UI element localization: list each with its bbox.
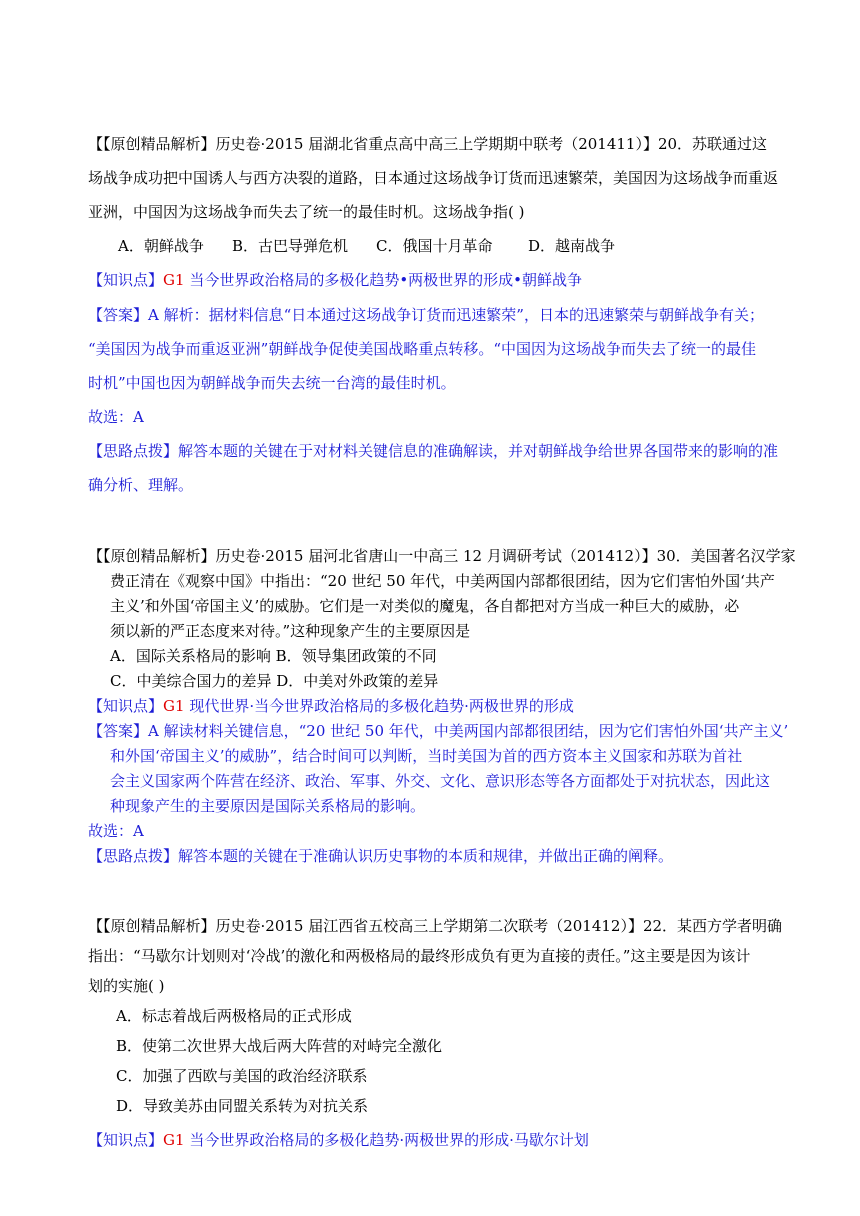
answer-text: A 解析：据材料信息“日本通过这场战争订货而迅速繁荣”，日本的迅速繁荣与朝鲜战争有关； xyxy=(148,306,764,324)
question-2-answer-line-2: 和外国‘帝国主义’的威胁”，结合时间可以判断，当时美国为首的西方资本主义国家和苏联为首社 xyxy=(110,747,743,765)
question-2-line-3: 主义’和外国‘帝国主义’的威胁。它们是一对类似的魔鬼，各自都把对方当成一种巨大的威胁，必 xyxy=(110,597,740,615)
knowledge-text: 当今世界政治格局的多极化趋势•两极世界的形成•朝鲜战争 xyxy=(184,271,583,289)
knowledge-code: G1 xyxy=(163,697,185,715)
knowledge-tag: 【知识点】 xyxy=(88,271,164,289)
question-2-line-2: 费正清在《观察中国》中指出：“20 世纪 50 年代，中美两国内部都很团结，因为它们害怕外国‘共产 xyxy=(110,572,775,590)
answer-text: A 解读材料关键信息，“20 世纪 50 年代，中美两国内部都很团结，因为它们害怕外国‘共产主义’ xyxy=(148,722,789,740)
knowledge-tag: 【知识点】 xyxy=(88,1131,164,1149)
question-1-answer-line-1 xyxy=(88,305,764,325)
question-2-answer-line-1 xyxy=(88,721,788,741)
answer-tag: 【答案】 xyxy=(88,722,149,740)
knowledge-code: G1 xyxy=(163,1131,185,1149)
question-1-line-2: 场战争成功把中国诱人与西方决裂的道路，日本通过这场战争订货而迅速繁荣，美国因为这场战争而重返 xyxy=(88,169,779,187)
question-1-tip-line-2: 确分析、理解。 xyxy=(88,476,194,494)
question-1-answer-line-2: “美国因为战争而重返亚洲”朝鲜战争促使美国战略重点转移。“中国因为这场战争而失去了统一的最佳 xyxy=(88,340,757,358)
question-1-line-1: 【【原创精品解析】历史卷·2015 届湖北省重点高中高三上学期期中联考（201411）】20．苏联通过这 xyxy=(88,135,768,153)
question-1-option-d: D．越南战争 xyxy=(528,237,616,255)
knowledge-text: 现代世界·当今世界政治格局的多极化趋势·两极世界的形成 xyxy=(184,697,574,715)
question-1-knowledge xyxy=(88,270,582,290)
question-1-choice: 故选：A xyxy=(88,408,144,426)
question-1-line-3: 亚洲，中国因为这场战争而失去了统一的最佳时机。这场战争指( ) xyxy=(88,203,525,221)
knowledge-code: G1 xyxy=(163,271,185,289)
question-3-line-3: 划的实施( ) xyxy=(88,977,165,995)
question-2-knowledge xyxy=(88,696,574,716)
tip-text: 解答本题的关键在于准确认识历史事物的本质和规律，并做出正确的阐释。 xyxy=(178,847,674,865)
tip-tag: 【思路点拨】 xyxy=(88,442,179,460)
question-2-answer-line-4: 种现象产生的主要原因是国际关系格局的影响。 xyxy=(110,797,426,815)
question-2-line-1: 【【原创精品解析】历史卷·2015 届河北省唐山一中高三 12 月调研考试（201412）】30．美国著名汉学家 xyxy=(88,547,796,565)
answer-tag: 【答案】 xyxy=(88,306,149,324)
question-1-answer-line-3: 时机”中国也因为朝鲜战争而失去统一台湾的最佳时机。 xyxy=(88,374,456,392)
question-1-option-b: B．古巴导弹危机 xyxy=(232,237,349,255)
question-3-line-2: 指出：“马歇尔计划则对‘冷战’的激化和两极格局的最终形成负有更为直接的责任。”这主要是因为该计 xyxy=(88,947,751,965)
question-3-line-1: 【【原创精品解析】历史卷·2015 届江西省五校高三上学期第二次联考（201412）】22．某西方学者明确 xyxy=(88,917,783,935)
question-2-answer-line-3: 会主义国家两个阵营在经济、政治、军事、外交、文化、意识形态等各方面都处于对抗状态，因此这 xyxy=(110,772,771,790)
question-3-option-d: D．导致美苏由同盟关系转为对抗关系 xyxy=(116,1097,369,1115)
knowledge-text: 当今世界政治格局的多极化趋势·两极世界的形成·马歇尔计划 xyxy=(184,1131,589,1149)
question-3-option-b: B．使第二次世界大战后两大阵营的对峙完全激化 xyxy=(116,1037,443,1055)
question-1-option-c: C．俄国十月革命 xyxy=(376,237,493,255)
question-3-option-a: A．标志着战后两极格局的正式形成 xyxy=(116,1007,352,1025)
question-2-choice: 故选：A xyxy=(88,822,144,840)
question-1-tip-line-1 xyxy=(88,441,778,461)
question-3-option-c: C．加强了西欧与美国的政治经济联系 xyxy=(116,1067,368,1085)
question-2-options-cd: C．中美综合国力的差异 D．中美对外政策的差异 xyxy=(110,672,439,690)
question-2-options-ab: A．国际关系格局的影响 B．领导集团政策的不同 xyxy=(110,647,437,665)
question-1-option-a: A．朝鲜战争 xyxy=(118,237,204,255)
question-2-tip xyxy=(88,846,673,866)
question-2-line-4: 须以新的严正态度来对待。”这种现象产生的主要原因是 xyxy=(110,622,471,640)
tip-text: 解答本题的关键在于对材料关键信息的准确解读，并对朝鲜战争给世界各国带来的影响的准 xyxy=(178,442,779,460)
tip-tag: 【思路点拨】 xyxy=(88,847,179,865)
question-3-knowledge xyxy=(88,1130,589,1150)
knowledge-tag: 【知识点】 xyxy=(88,697,164,715)
